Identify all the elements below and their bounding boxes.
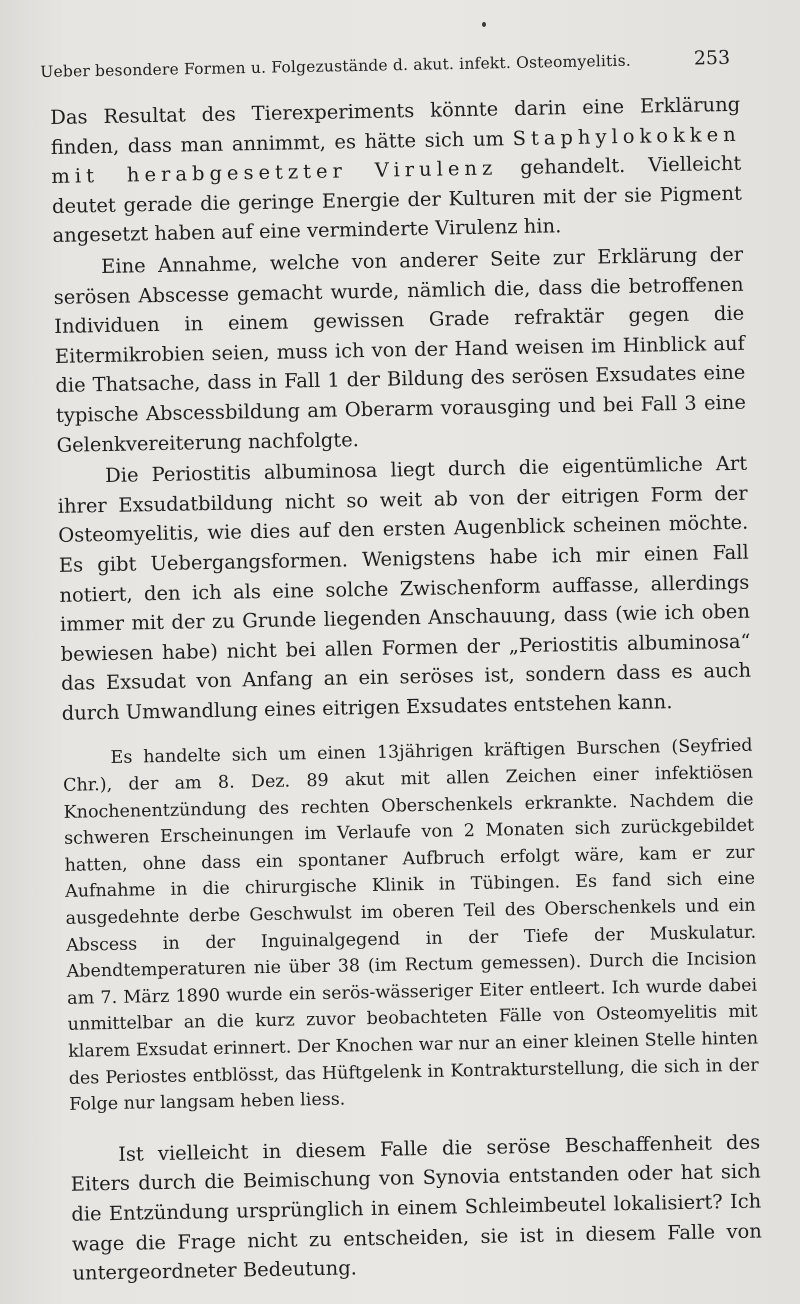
paragraph-animal-experiment xyxy=(50,90,743,251)
paragraph-text: Das Resultat des Tierexperiments könnte darin eine Erklärung finden, dass man annimmt, es hätte sich um xyxy=(50,92,741,159)
spaced-emphasis: Staphylokokken mit herabgesetzter Virulenz xyxy=(51,122,741,189)
paragraph-periostitis-albuminosa: Die Periostitis albuminosa liegt durch die eigentümliche Art ihrer Exsudatbildung nicht so weit ab von der eitrigen Form der Osteomyelitis, wie dies auf den ersten Augenblick scheinen möchte. Es gibt Uebergangsformen. Wenigstens habe ich mir einen Fall notiert, den ich als eine solche Zwischenform auffasse, allerdings immer mit der zu Grunde liegenden Anschauung, dass (wie ich oben bewiesen habe) nicht bei allen Formen der „Periostitis albuminosa“ das Exsudat von Anfang an ein seröses ist, sondern dass es auch durch Umwandlung eines eitrigen Exsudates entstehen kann. xyxy=(57,451,752,725)
paragraph-text: gehandelt. Vielleicht deutet gerade die geringe Energie der Kulturen mit der sie Pigment angesetzt haben auf eine verminderte Virulenz hin. xyxy=(51,151,743,248)
page-body xyxy=(50,90,763,1289)
case-report: Es handelte sich um einen 13jährigen kräftigen Burschen (Seyfried Chr.), der am 8. Dez. 89 akut mit allen Zeichen einer infektiösen Knochenentzündung des rechten Oberschenkels erkrankte. Nachdem die schweren Erscheinungen im Verlaufe von 2 Monaten sich zurückgebildet hatten, ohne dass ein spontaner Aufbruch erfolgt wäre, kam er zur Aufnahme in die chirurgische Klinik in Tübingen. Es fand sich eine ausgedehnte derbe Geschwulst im oberen Teil des Oberschenkels und ein Abscess in der Inguinalgegend in der Tiefe der Muskulatur. Abendtemperaturen nie über 38 (im Rectum gemessen). Durch die Incision am 7. März 1890 wurde ein serös-wässeriger Eiter entleert. Ich wurde dabei unmittelbar an die kurz zuvor beobachteten Fälle von Osteomyelitis mit klarem Exsudat erinnert. Der Knochen war nur an einer kleinen Stelle hinten des Periostes entblösst, das Hüftgelenk in Kontrakturstellung, die sich in der Folge nur langsam heben liess. xyxy=(62,736,759,1116)
paragraph-synovia-question: Ist vielleicht in diesem Falle die seröse Beschaffenheit des Eiters durch die Beimischung von Synovia entstanden oder hat sich die Entzündung ursprünglich in einem Schleimbeutel lokalisiert? Ich wage die Frage nicht zu entscheiden, sie ist in diesem Falle von untergeordneter Bedeutung. xyxy=(70,1130,762,1285)
ink-speck xyxy=(482,22,486,27)
paragraph-refractory-hypothesis: Eine Annahme, welche von anderer Seite zur Erklärung der serösen Abscesse gemacht wurde, nämlich die, dass die betroffenen Individuen in einem gewissen Grade refraktär gegen die Eitermikrobien seien, muss ich von der Hand weisen im Hinblick auf die Thatsache, dass in Fall 1 der Bildung des serösen Exsudates eine typische Abscessbildung am Oberarm vorausging und bei Fall 3 eine Gelenkvereiterung nachfolgte. xyxy=(53,242,747,457)
page-number: 253 xyxy=(693,46,731,70)
page-header xyxy=(40,47,730,82)
running-head: Ueber besondere Formen u. Folgezustände d. akut. infekt. Osteomyelitis. xyxy=(40,51,632,81)
